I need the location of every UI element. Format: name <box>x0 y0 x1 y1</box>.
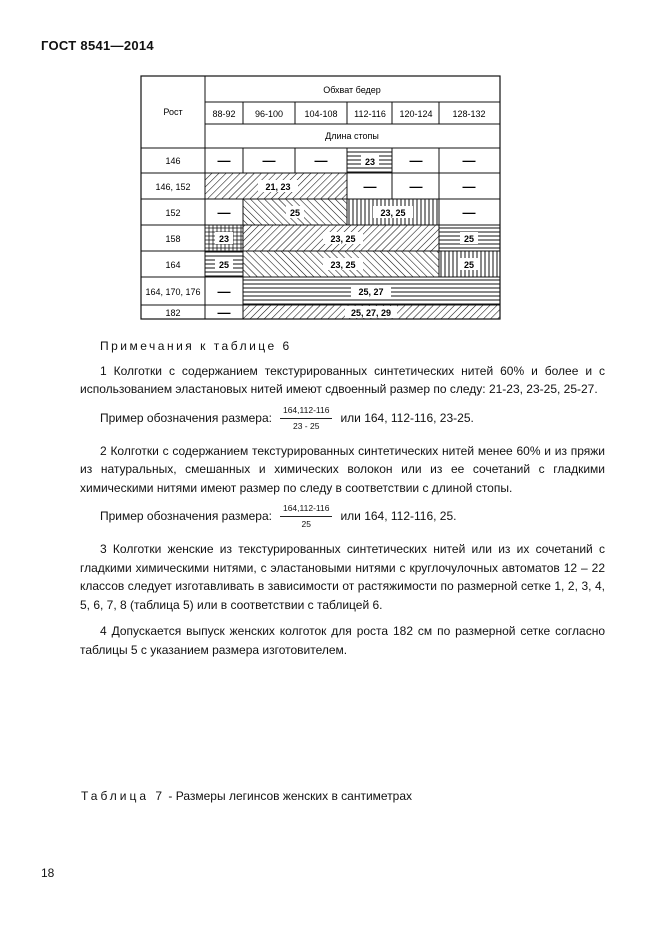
notes-section <box>80 337 605 659</box>
row-rost: 146, 152 <box>155 182 191 192</box>
dash-cell: — <box>462 205 476 220</box>
table-7-title: - Размеры легинсов женских в сантиметрах <box>168 789 413 803</box>
foot-size-label: 23 <box>364 157 376 167</box>
row-rost: 152 <box>165 208 181 218</box>
table-7-prefix: Таблица 7 <box>81 789 166 803</box>
dash-cell: — <box>217 153 231 168</box>
dash-cell: — <box>363 179 377 194</box>
example-2 <box>80 503 605 530</box>
fraction-denominator: 25 <box>301 519 311 529</box>
hip-range: 88-92 <box>212 109 236 119</box>
fraction-numerator: 164,112-116 <box>280 503 332 517</box>
foot-size-label: 25 <box>463 234 475 244</box>
table-7-caption <box>81 789 412 803</box>
hip-range: 104-108 <box>304 109 338 119</box>
hip-range: 112-116 <box>354 109 386 119</box>
example-label: Пример обозначения размера: <box>100 509 272 524</box>
dash-cell: — <box>314 153 328 168</box>
note-1: 1 Колготки с содержанием текстурированных синтетических нитей 60% и более и с использованием эластановых нитей имеют сдвоенный размер по следу: 21-23, 23-25, 25-27. <box>80 363 605 396</box>
example-1 <box>80 405 605 432</box>
foot-size-label: 23 <box>218 234 230 244</box>
table-6 <box>140 75 502 321</box>
page-number: 18 <box>41 866 55 880</box>
fraction <box>280 503 332 530</box>
row-rost: 164, 170, 176 <box>145 287 201 297</box>
foot-size-label: 23, 25 <box>330 234 356 244</box>
dash-cell: — <box>217 284 231 299</box>
fraction <box>280 405 332 432</box>
header-hips: Обхват бедер <box>323 85 381 95</box>
example-label: Пример обозначения размера: <box>100 410 272 425</box>
hip-range: 128-132 <box>452 109 486 119</box>
dash-cell: — <box>217 205 231 220</box>
header-rost: Рост <box>163 107 183 117</box>
row-rost: 182 <box>165 308 181 318</box>
fraction-denominator: 23 - 25 <box>292 420 320 431</box>
hip-range: 96-100 <box>254 109 284 119</box>
dash-cell: — <box>462 153 476 168</box>
fraction-numerator: 164,112-116 <box>280 405 332 419</box>
dash-cell: — <box>262 153 276 168</box>
notes-title: Примечания к таблице 6 <box>100 339 292 353</box>
note-3: 3 Колготки женские из текстурированных синтетических нитей или из их сочетаний с гладкими химическими нитями, с эластановыми нитями с круглочулочных автоматов 12 – 22 классов следует изготавливать в зависимости от растяжимости по размерной сетке 1, 2, 3, 4, 5, 6, 7, 8 (таблица 5) или в соответствии с таблицей 6. <box>80 542 605 612</box>
foot-size-label: 23, 25 <box>380 208 406 218</box>
dash-cell: — <box>409 179 423 194</box>
foot-size-label: 25, 27 <box>358 287 384 297</box>
document-header: ГОСТ 8541—2014 <box>41 38 154 53</box>
dash-cell: — <box>462 179 476 194</box>
dash-cell: — <box>409 153 423 168</box>
row-rost: 158 <box>165 234 181 244</box>
note-2: 2 Колготки с содержанием текстурированных синтетических нитей менее 60% и из пряжи из натуральных, смешанных и химических волокон или из ее сочетаний с гладкими химическими нитями имеют размер по следу в соответствии с длиной стопы. <box>80 443 605 495</box>
note-4: 4 Допускается выпуск женских колготок для роста 182 см по размерной сетке согласно таблицы 5 с указанием размера изготовителем. <box>80 624 605 657</box>
row-rost: 146 <box>165 156 181 166</box>
foot-size-label: 25 <box>289 208 301 218</box>
example-tail: или 164, 112-116, 23-25. <box>340 410 474 425</box>
foot-size-label: 21, 23 <box>265 182 291 192</box>
example-tail: или 164, 112-116, 25. <box>340 509 457 524</box>
hip-range: 120-124 <box>399 109 433 119</box>
dash-cell: — <box>217 305 231 320</box>
foot-size-label: 25 <box>218 260 230 270</box>
header-foot: Длина стопы <box>325 131 379 141</box>
foot-size-label: 25, 27, 29 <box>350 308 392 318</box>
foot-size-label: 23, 25 <box>330 260 356 270</box>
foot-size-label: 25 <box>463 260 475 270</box>
row-rost: 164 <box>165 260 181 270</box>
